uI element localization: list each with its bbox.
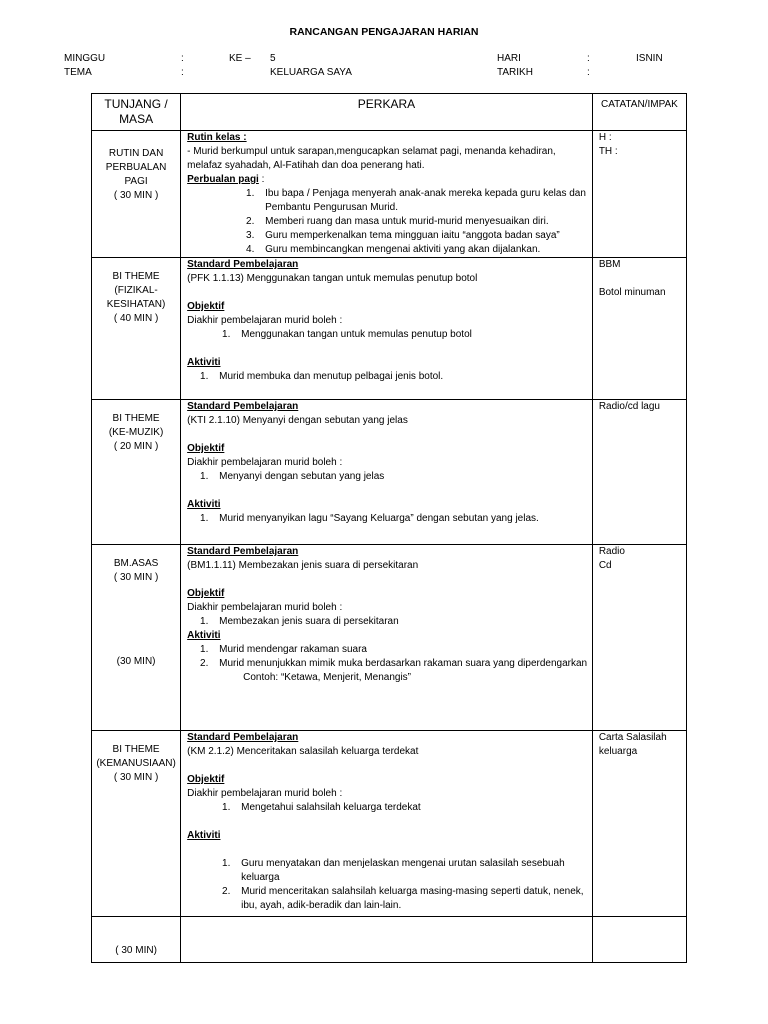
list-item: 1. Murid mendengar rakaman suara	[211, 643, 588, 657]
tunjang-line: (FIZIKAL-	[114, 285, 158, 296]
perbualan-colon: :	[258, 174, 265, 185]
objektif-heading: Objektif	[187, 301, 225, 312]
tunjang-cell	[92, 917, 181, 963]
perkara-cell	[181, 917, 593, 963]
tunjang-line: ( 30 MIN)	[115, 945, 157, 956]
table-row	[92, 400, 687, 545]
objektif-heading: Objektif	[187, 588, 225, 599]
rutin-text: - Murid berkumpul untuk sarapan,mengucapkan selamat pagi, menanda kehadiran, melafaz syahadah, Al-Fatihah dan doa penerang hati.	[187, 146, 556, 171]
list-item: 2. Murid menceritakan salahsilah keluarga masing-masing seperti datuk, nenek, ibu, ayah, adik-beradik dan lain-lain.	[233, 885, 588, 913]
list-item: 1. Mengetahui salahsilah keluarga terdekat	[233, 801, 588, 815]
list-item: 1. Guru menyatakan dan menjelaskan mengenai urutan salasilah sesebuah keluarga	[233, 857, 588, 885]
catatan-cell	[592, 258, 686, 400]
contoh-text: Contoh: “Ketawa, Menjerit, Menangis”	[243, 672, 411, 683]
tunjang-line: ( 40 MIN )	[113, 313, 159, 324]
tunjang-line: ( 30 MIN )	[113, 190, 159, 201]
minggu-label: MINGGU	[64, 53, 106, 64]
catatan-cell	[592, 131, 686, 258]
lesson-plan-table	[91, 93, 687, 963]
tunjang-line: (30 MIN)	[116, 656, 156, 667]
tunjang-line: ( 20 MIN )	[113, 441, 159, 452]
tunjang-cell	[92, 131, 181, 258]
tunjang-cell	[92, 545, 181, 731]
hari-value: ISNIN	[636, 53, 663, 64]
objektif-intro: Diakhir pembelajaran murid boleh :	[187, 788, 343, 799]
perkara-cell	[181, 731, 593, 917]
catatan-line: H :	[598, 132, 612, 143]
perkara-cell	[181, 545, 593, 731]
aktiviti-heading: Aktiviti	[187, 499, 221, 510]
list-item: 1. Murid menyanyikan lagu “Sayang Keluarga” dengan sebutan yang jelas.	[211, 512, 588, 526]
list-item: 1. Ibu bapa / Penjaga menyerah anak-anak mereka kepada guru kelas dan Pembantu Pengurusan Murid.	[257, 187, 588, 215]
standard-text: (KTI 2.1.10) Menyanyi dengan sebutan yang jelas	[187, 415, 408, 426]
tunjang-cell	[92, 400, 181, 545]
table-row	[92, 731, 687, 917]
perbualan-heading: Perbualan pagi	[187, 174, 259, 185]
table-row	[92, 545, 687, 731]
objektif-intro: Diakhir pembelajaran murid boleh :	[187, 602, 343, 613]
tunjang-line: KESIHATAN)	[106, 299, 166, 310]
perkara-cell	[181, 258, 593, 400]
standard-heading: Standard Pembelajaran	[187, 259, 299, 270]
rutin-heading: Rutin kelas :	[187, 132, 247, 143]
aktiviti-heading: Aktiviti	[187, 357, 221, 368]
tunjang-line: ( 30 MIN )	[113, 772, 159, 783]
hari-label: HARI	[497, 53, 521, 64]
ke-value: 5	[270, 53, 276, 64]
tunjang-line: (KE-MUZIK)	[108, 427, 164, 438]
objektif-intro: Diakhir pembelajaran murid boleh :	[187, 457, 343, 468]
catatan-cell	[592, 731, 686, 917]
page-title: RANCANGAN PENGAJARAN HARIAN	[289, 26, 479, 38]
list-item: 1. Menyanyi dengan sebutan yang jelas	[211, 470, 588, 484]
objektif-heading: Objektif	[187, 774, 225, 785]
tunjang-line: PAGI	[124, 176, 148, 187]
ke-label: KE –	[229, 53, 251, 64]
tunjang-line: BM.ASAS	[113, 558, 159, 569]
list-item: 1. Membezakan jenis suara di persekitaran	[211, 615, 588, 629]
catatan-line: Carta Salasilah	[598, 732, 667, 743]
standard-heading: Standard Pembelajaran	[187, 732, 299, 743]
aktiviti-heading: Aktiviti	[187, 630, 221, 641]
tema-colon: :	[181, 67, 184, 78]
tunjang-line: PERBUALAN	[105, 162, 167, 173]
catatan-line: TH :	[598, 146, 618, 157]
table-header-row	[92, 94, 687, 131]
minggu-colon: :	[181, 53, 184, 64]
tunjang-line: BI THEME	[112, 413, 160, 424]
table-row	[92, 131, 687, 258]
tunjang-line: RUTIN DAN	[108, 148, 164, 159]
catatan-line: Radio/cd lagu	[598, 401, 660, 412]
list-item: 2. Murid menunjukkan mimik muka berdasarkan rakaman suara yang diperdengarkan	[211, 657, 588, 671]
catatan-cell	[592, 545, 686, 731]
header-tunjang: TUNJANG / MASA	[92, 94, 181, 131]
objektif-intro: Diakhir pembelajaran murid boleh :	[187, 315, 343, 326]
catatan-line: Cd	[598, 560, 612, 571]
catatan-line: Botol minuman	[598, 287, 666, 298]
hari-colon: :	[587, 53, 590, 64]
tunjang-line: ( 30 MIN )	[113, 572, 159, 583]
list-item: 2. Memberi ruang dan masa untuk murid-murid menyesuaikan diri.	[257, 215, 588, 229]
catatan-line: Radio	[598, 546, 625, 557]
standard-text: (PFK 1.1.13) Menggunakan tangan untuk memulas penutup botol	[187, 273, 478, 284]
table-row	[92, 258, 687, 400]
tarikh-colon: :	[587, 67, 590, 78]
aktiviti-heading: Aktiviti	[187, 830, 221, 841]
tunjang-line: BI THEME	[112, 744, 160, 755]
catatan-cell	[592, 400, 686, 545]
standard-text: (BM1.1.11) Membezakan jenis suara di persekitaran	[187, 560, 419, 571]
tunjang-line: (KEMANUSIAAN)	[96, 758, 176, 769]
tema-value: KELUARGA SAYA	[270, 67, 352, 78]
header-perkara: PERKARA	[181, 94, 593, 131]
standard-text: (KM 2.1.2) Menceritakan salasilah keluarga terdekat	[187, 746, 419, 757]
tunjang-cell	[92, 258, 181, 400]
list-item: 1. Murid membuka dan menutup pelbagai jenis botol.	[211, 370, 588, 384]
perbualan-line	[187, 173, 588, 187]
list-item: 4. Guru membincangkan mengenai aktiviti yang akan dijalankan.	[257, 243, 588, 257]
list-item: 1. Menggunakan tangan untuk memulas penutup botol	[233, 328, 588, 342]
tunjang-line: BI THEME	[112, 271, 160, 282]
objektif-heading: Objektif	[187, 443, 225, 454]
tunjang-cell	[92, 731, 181, 917]
catatan-line: BBM	[598, 259, 621, 270]
list-item: 3. Guru memperkenalkan tema mingguan iaitu “anggota badan saya”	[257, 229, 588, 243]
catatan-cell	[592, 917, 686, 963]
tarikh-label: TARIKH	[497, 67, 533, 78]
standard-heading: Standard Pembelajaran	[187, 401, 299, 412]
perkara-cell	[181, 400, 593, 545]
tema-label: TEMA	[64, 67, 92, 78]
catatan-line: keluarga	[598, 746, 638, 757]
table-row	[92, 917, 687, 963]
perkara-cell	[181, 131, 593, 258]
header-catatan: CATATAN/IMPAK	[592, 94, 686, 131]
standard-heading: Standard Pembelajaran	[187, 546, 299, 557]
